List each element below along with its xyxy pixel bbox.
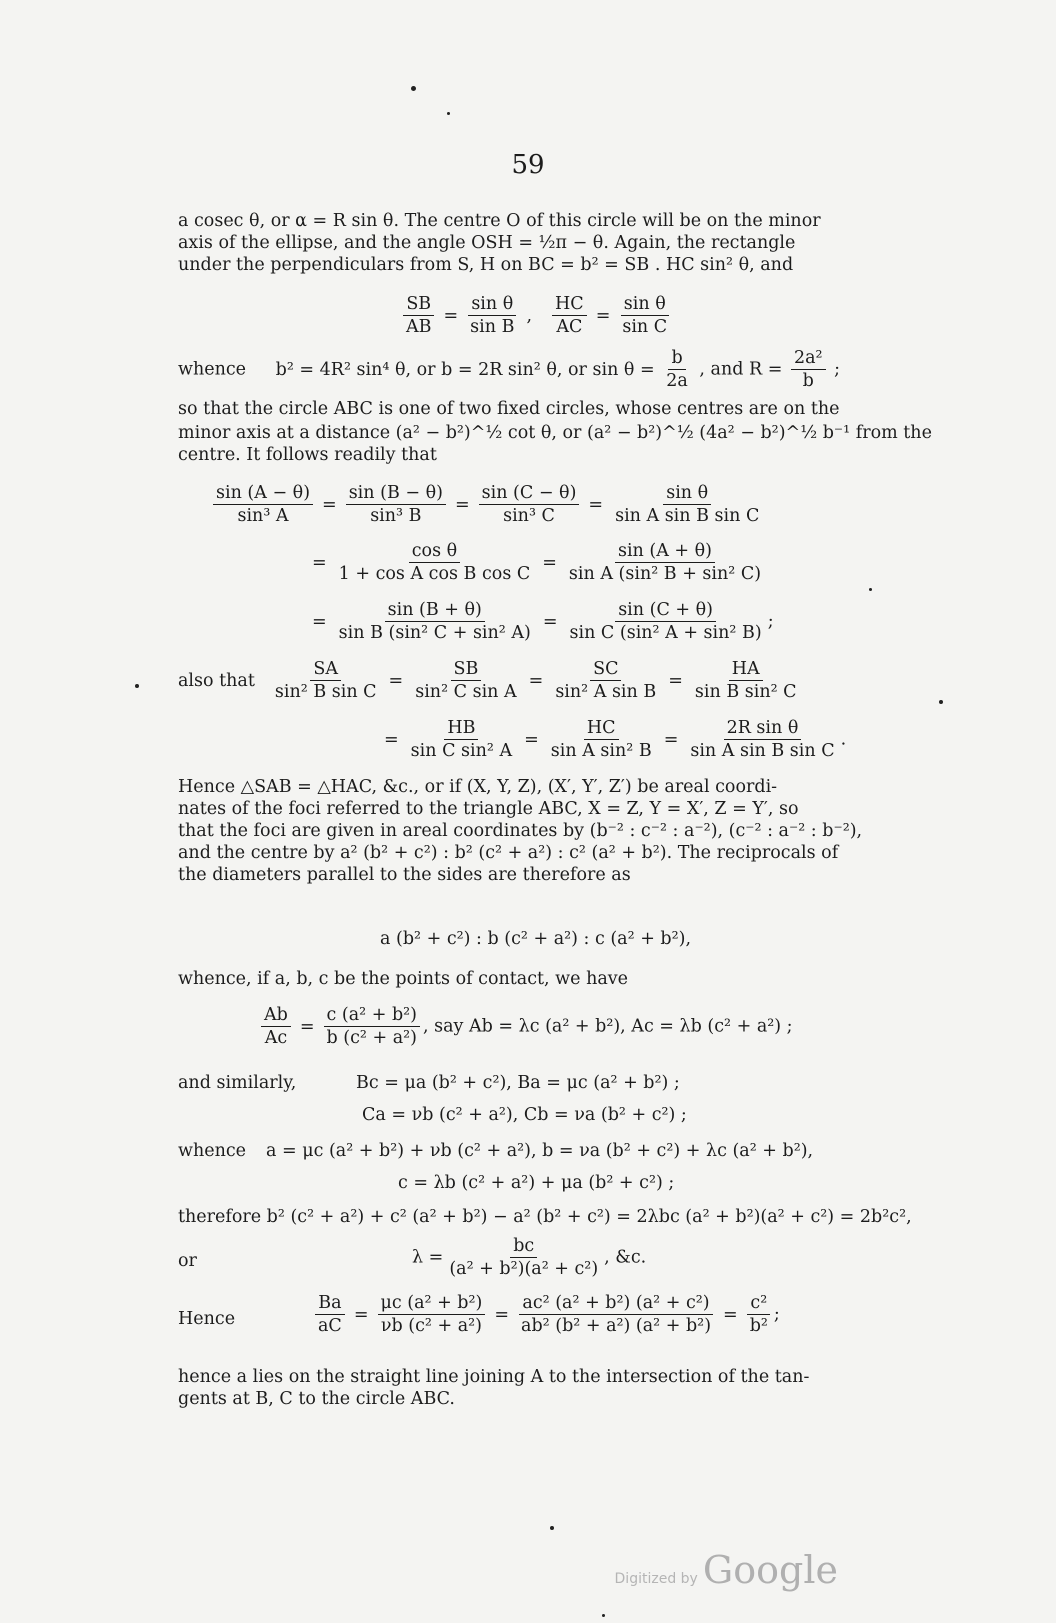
frac-den: sin A sin B sin C bbox=[690, 741, 835, 761]
row-end: ; bbox=[767, 611, 774, 632]
or-word: or bbox=[178, 1251, 197, 1271]
similarly-word: and similarly, bbox=[178, 1073, 297, 1093]
scan-speck bbox=[939, 700, 943, 704]
frac-num: sin (C + θ) bbox=[615, 600, 716, 622]
sin-equation-row-2: = $\frac{\text{cos θ}}{\text{1 + cos A cos B cos C}}$ = $\frac{\sin (A + \theta)}{\text{sin A (sin² B + sin² C)}}$ bbox=[306, 541, 767, 584]
scan-speck bbox=[447, 112, 450, 115]
frac-num: sin (A − θ) bbox=[213, 483, 313, 505]
frac-den: b bbox=[802, 371, 814, 391]
frac-den: sin C sin² A bbox=[410, 741, 513, 761]
frac-den: sin³ B bbox=[370, 506, 422, 526]
frac-den: sin³ C bbox=[503, 506, 555, 526]
reciprocal-equation: a (b² + c²) : b (c² + a²) : c (a² + b²), bbox=[380, 929, 692, 949]
page-number: 59 bbox=[511, 150, 545, 180]
ab-ac-equation: $\frac{Ab}{Ac}$ = $\frac{\text{c (a² + b²)}}{\text{b (c² + a²)}}$ , say Ab = λc (a² + b²), Ac = λb (c² + a²) ; bbox=[258, 1005, 793, 1048]
similarly-line-1: Bc = μa (b² + c²), Ba = μc (a² + b²) ; bbox=[356, 1073, 680, 1093]
frac-num: sin θ bbox=[663, 483, 711, 505]
also-word: also that bbox=[178, 670, 255, 691]
frac-num: μc (a² + b²) bbox=[378, 1293, 486, 1315]
final-line-2: gents at B, C to the circle ABC. bbox=[178, 1389, 455, 1409]
frac-den: sin C (sin² A + sin² B) bbox=[569, 623, 762, 643]
frac-den: AB bbox=[406, 317, 432, 337]
frac-num: HA bbox=[729, 659, 763, 681]
digitized-watermark bbox=[615, 1548, 838, 1592]
intro-line-1: a cosec θ, or α = R sin θ. The centre O of this circle will be on the minor bbox=[178, 211, 821, 231]
frac-num: SA bbox=[310, 659, 341, 681]
frac-num: sin (A + θ) bbox=[615, 541, 715, 563]
frac-num: SC bbox=[590, 659, 621, 681]
circle-line-1: so that the circle ABC is one of two fixed circles, whose centres are on the bbox=[178, 399, 840, 419]
frac-num: HC bbox=[584, 718, 619, 740]
frac-den: sin B sin² C bbox=[694, 682, 797, 702]
frac-den: νb (c² + a²) bbox=[380, 1316, 482, 1336]
frac-den: 2a bbox=[666, 371, 688, 391]
google-logo: Google bbox=[702, 1548, 838, 1592]
row-end: . bbox=[840, 729, 847, 750]
frac-num: 2R sin θ bbox=[724, 718, 802, 740]
contact-line: whence, if a, b, c be the points of contact, we have bbox=[178, 969, 629, 989]
scan-speck bbox=[550, 1526, 554, 1530]
frac-den: sin B bbox=[470, 317, 515, 337]
frac-num: ac² (a² + b²) (a² + c²) bbox=[519, 1293, 712, 1315]
sin-equation-row-3: = $\frac{\sin (B + \theta)}{\text{sin B (sin² C + sin² A)}}$ = $\frac{\sin (C + \theta)}{\text{sin C (sin² A + sin² B)}}$ ; bbox=[312, 600, 774, 643]
frac-num: SB bbox=[451, 659, 482, 681]
frac-num: c² bbox=[747, 1293, 770, 1315]
frac-den: ab² (b² + a²) (a² + b²) bbox=[521, 1316, 712, 1336]
similarly-line-2: Ca = νb (c² + a²), Cb = νa (b² + c²) ; bbox=[362, 1105, 687, 1125]
frac-num: sin θ bbox=[468, 294, 516, 316]
frac-num: sin θ bbox=[621, 294, 669, 316]
frac-num: cos θ bbox=[409, 541, 460, 563]
frac-den: sin² A sin B bbox=[555, 682, 657, 702]
lambda-equation bbox=[412, 1236, 646, 1279]
frac-den: sin³ A bbox=[237, 506, 289, 526]
frac-den: aC bbox=[318, 1316, 342, 1336]
frac-den: sin A sin B sin C bbox=[615, 506, 760, 526]
hence-line-4: and the centre by a² (b² + c²) : b² (c² + a²) : c² (a² + b²). The reciprocals of bbox=[178, 843, 839, 863]
ab-rest: , say Ab = λc (a² + b²), Ac = λb (c² + a²) ; bbox=[423, 1016, 793, 1037]
hence-line-2: nates of the foci referred to the triangle ABC, X = Z, Y = X′, Z = Y′, so bbox=[178, 799, 799, 819]
hence-line-5: the diameters parallel to the sides are therefore as bbox=[178, 865, 631, 885]
frac-den: (a² + b²)(a² + c²) bbox=[449, 1259, 599, 1279]
frac-den: sin² B sin C bbox=[274, 682, 377, 702]
frac-num: b bbox=[668, 348, 685, 370]
also-equation-row-1: also that $\frac{SA}{\text{sin² B sin C}}$ = $\frac{SB}{\text{sin² C sin A}}$ = $\frac{SC}{\text{sin² A sin B}}$ = $\frac{HA}{\text{sin B sin² C}}$ bbox=[178, 659, 803, 702]
hence-word: Hence bbox=[178, 1309, 236, 1329]
whence2-word: whence bbox=[178, 1141, 247, 1161]
frac-den: AC bbox=[556, 317, 583, 337]
hence-line-3: that the foci are given in areal coordinates by (b⁻² : c⁻² : a⁻²), (c⁻² : a⁻² : b⁻²), bbox=[178, 821, 863, 841]
frac-den: sin B (sin² C + sin² A) bbox=[338, 623, 531, 643]
frac-den: b (c² + a²) bbox=[326, 1028, 417, 1048]
frac-num: 2a² bbox=[791, 348, 826, 370]
frac-den: b² bbox=[749, 1316, 768, 1336]
frac-num: HC bbox=[552, 294, 587, 316]
whence2-line-2: c = λb (c² + a²) + μa (b² + c²) ; bbox=[398, 1173, 675, 1193]
scan-speck bbox=[602, 1614, 605, 1617]
frac-num: sin (C − θ) bbox=[479, 483, 580, 505]
ratio-equation: $\frac{SB}{AB}$ = $\frac{\text{sin θ}}{\text{sin B}}$ , $\frac{HC}{AC}$ = $\frac{\text{sin θ}}{\text{sin C}}$ bbox=[400, 294, 673, 337]
frac-num: SB bbox=[403, 294, 434, 316]
frac-num: sin (B + θ) bbox=[385, 600, 485, 622]
whence-text: b² = 4R² sin⁴ θ, or b = 2R sin² θ, or sin θ = bbox=[275, 359, 655, 380]
whence2-line-1: a = μc (a² + b²) + νb (c² + a²), b = νa (b² + c²) + λc (a² + b²), bbox=[266, 1141, 814, 1161]
lambda-lhs: λ = bbox=[412, 1247, 444, 1268]
frac-den: 1 + cos A cos B cos C bbox=[338, 564, 531, 584]
digitized-text: Digitized by bbox=[614, 1571, 698, 1587]
whence-end: ; bbox=[834, 359, 841, 380]
frac-num: Ba bbox=[315, 1293, 344, 1315]
intro-line-3: under the perpendiculars from S, H on BC = b² = SB . HC sin² θ, and bbox=[178, 255, 794, 275]
frac-num: bc bbox=[510, 1236, 537, 1258]
frac-den: Ac bbox=[264, 1028, 288, 1048]
hence-end: ; bbox=[773, 1304, 780, 1325]
whence-mid: , and R = bbox=[699, 359, 783, 380]
frac-num: HB bbox=[444, 718, 478, 740]
circle-line-3: centre. It follows readily that bbox=[178, 445, 437, 465]
hence-equation: $\frac{Ba}{aC}$ = $\frac{\text{μc (a² + b²)}}{\text{νb (c² + a²)}}$ = $\frac{\text{ac² (a² + b²) (a² + c²)}}{\text{ab² (b² + a²) (a² + b²)}}$ = $\frac{\text{c²}}{\text{b²}}$ ; bbox=[312, 1293, 780, 1336]
frac-num: c (a² + b²) bbox=[324, 1005, 420, 1027]
also-equation-row-2: = $\frac{HB}{\text{sin C sin² A}}$ = $\frac{HC}{\text{sin A sin² B}}$ = $\frac{\text{2R sin θ}}{\text{sin A sin B sin C}}$ . bbox=[384, 718, 847, 761]
scan-speck bbox=[411, 86, 416, 91]
lambda-end: , &c. bbox=[604, 1247, 647, 1268]
frac-den: sin² C sin A bbox=[415, 682, 517, 702]
sin-equation-row-1: $\frac{\sin (A - \theta)}{\text{sin³ A}}$ = $\frac{\sin (B - \theta)}{\text{sin³ B}}$ = $\frac{\sin (C - \theta)}{\text{sin³ C}}$ = $\frac{\text{sin θ}}{\text{sin A sin B sin C}}$ bbox=[210, 483, 765, 526]
therefore-line: therefore b² (c² + a²) + c² (a² + b²) − a² (b² + c²) = 2λbc (a² + b²)(a² + c²) = 2b²c², bbox=[178, 1207, 912, 1227]
frac-num: Ab bbox=[261, 1005, 291, 1027]
whence-word: whence bbox=[178, 359, 247, 380]
scan-speck bbox=[135, 684, 139, 688]
whence-equation bbox=[178, 348, 840, 391]
scan-speck bbox=[869, 588, 872, 591]
frac-den: sin A (sin² B + sin² C) bbox=[568, 564, 762, 584]
hence-line-1: Hence △SAB = △HAC, &c., or if (X, Y, Z), (X′, Y′, Z′) be areal coordi- bbox=[178, 777, 778, 797]
intro-line-2: axis of the ellipse, and the angle OSH = ½π − θ. Again, the rectangle bbox=[178, 233, 796, 253]
frac-num: sin (B − θ) bbox=[346, 483, 446, 505]
frac-den: sin C bbox=[622, 317, 668, 337]
frac-den: sin A sin² B bbox=[550, 741, 652, 761]
circle-line-2: minor axis at a distance (a² − b²)^½ cot θ, or (a² − b²)^½ (4a² − b²)^½ b⁻¹ from the bbox=[178, 423, 932, 443]
final-line-1: hence a lies on the straight line joining A to the intersection of the tan- bbox=[178, 1367, 810, 1387]
